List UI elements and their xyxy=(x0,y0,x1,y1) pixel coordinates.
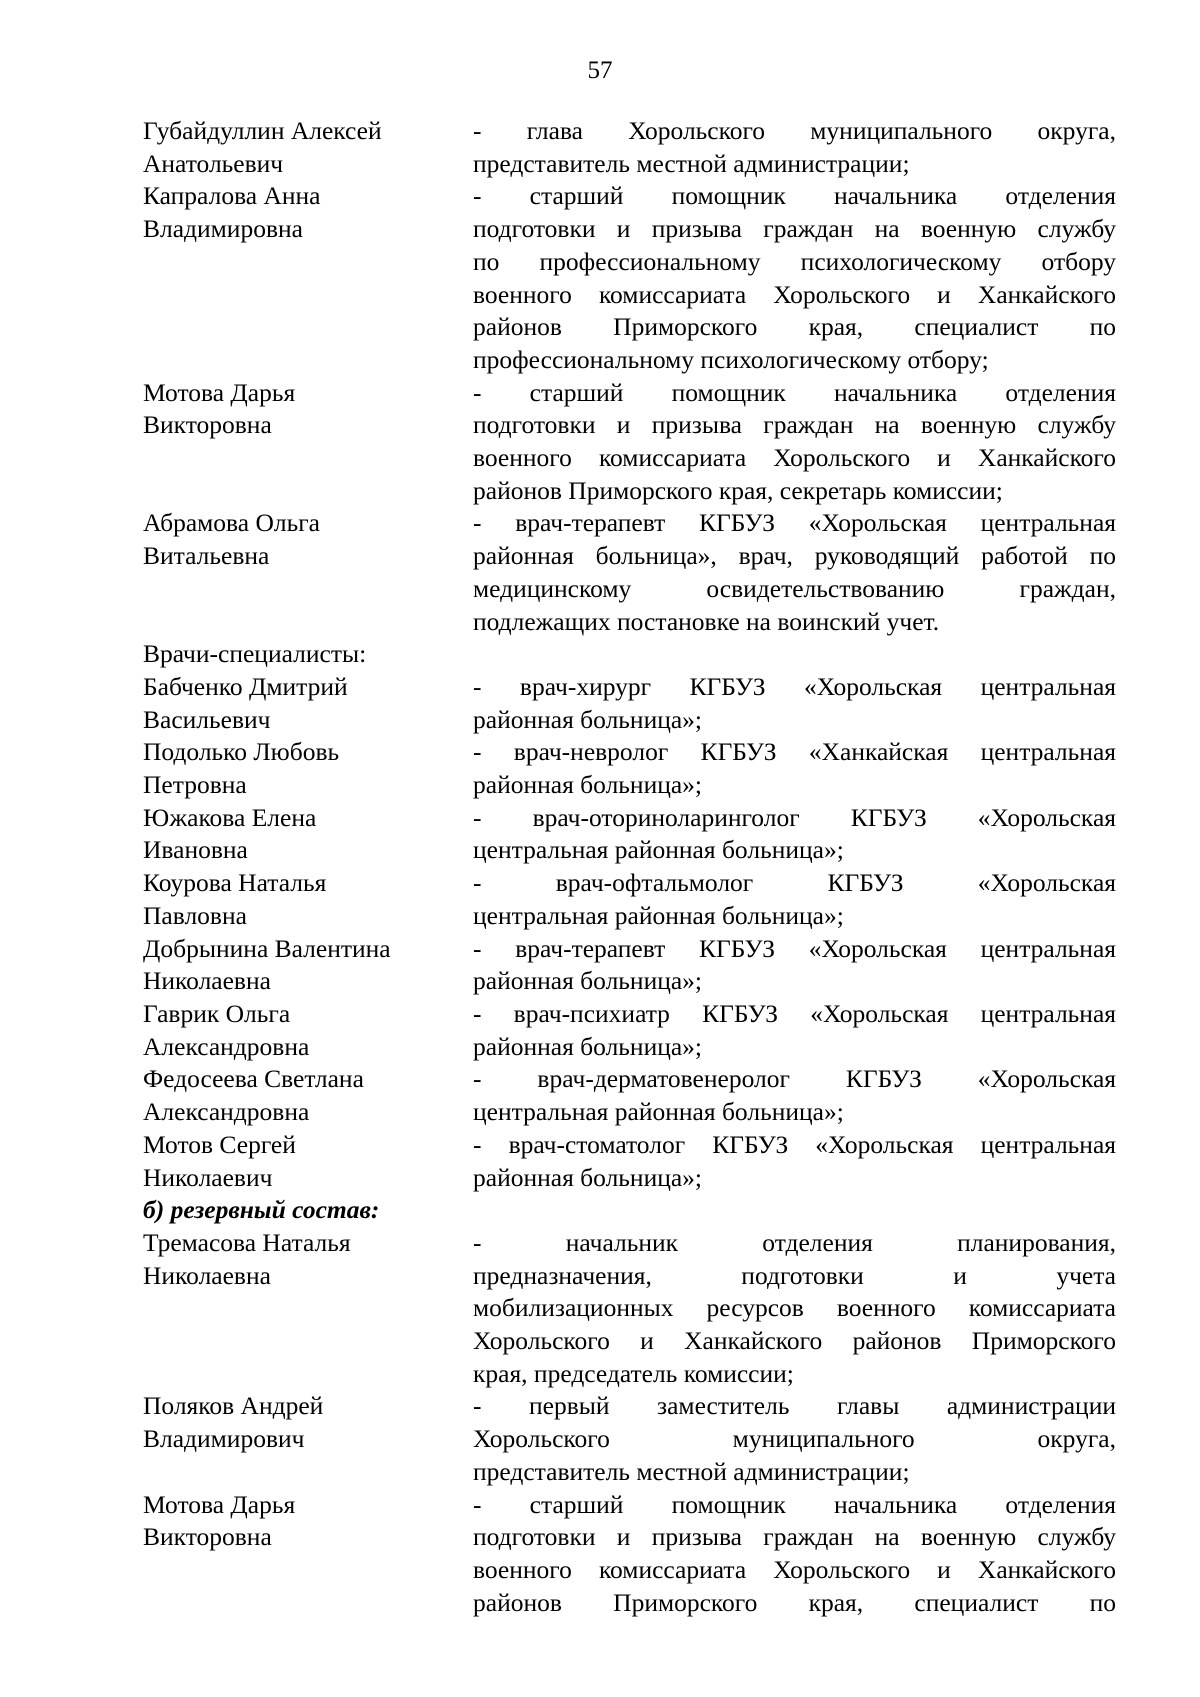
member-position xyxy=(473,1489,1116,1620)
member-position xyxy=(473,180,1116,376)
member-position-line: - врач-терапевт КГБУЗ «Хорольская центральная xyxy=(473,508,1116,538)
member-name-line: Витальевна xyxy=(143,541,270,571)
member-name xyxy=(143,671,473,736)
member-position-line: районная больница»; xyxy=(473,966,703,996)
page-number: 57 xyxy=(587,57,613,84)
member-entry xyxy=(143,1390,1116,1488)
member-name-line: Александровна xyxy=(143,1097,310,1127)
member-position-line: подготовки и призыва граждан на военную службу xyxy=(473,1522,1116,1552)
member-name xyxy=(143,115,473,180)
member-name-line: Николаевич xyxy=(143,1162,273,1192)
member-position-line: подготовки и призыва граждан на военную службу xyxy=(473,410,1116,440)
member-name-line: Мотов Сергей xyxy=(143,1129,296,1159)
member-name xyxy=(143,1063,473,1128)
member-position-line: - врач-невролог КГБУЗ «Ханкайская центральная xyxy=(473,737,1116,767)
member-position-line: - врач-психиатр КГБУЗ «Хорольская центральная xyxy=(473,998,1116,1028)
member-entry xyxy=(143,1129,1116,1194)
member-position-line: районная больница»; xyxy=(473,770,703,800)
member-position xyxy=(473,671,1116,736)
member-entry xyxy=(143,867,1116,932)
member-name xyxy=(143,1227,473,1391)
doctors-specialists-group xyxy=(143,671,1116,1194)
member-entry xyxy=(143,115,1116,180)
member-name-line: Тремасова Наталья xyxy=(143,1227,351,1257)
member-name-line: Васильевич xyxy=(143,704,271,734)
member-name-line: Александровна xyxy=(143,1031,310,1061)
member-name xyxy=(143,507,473,638)
member-position xyxy=(473,867,1116,932)
member-position xyxy=(473,1063,1116,1128)
member-position-line: - врач-стоматолог КГБУЗ «Хорольская центральная xyxy=(473,1129,1116,1159)
member-position-line: представитель местной администрации; xyxy=(473,148,910,178)
member-position-line: подготовки и призыва граждан на военную службу xyxy=(473,214,1116,244)
member-name xyxy=(143,1390,473,1488)
member-position-line: - глава Хорольского муниципального округа, xyxy=(473,116,1116,145)
member-position-line: - врач-дерматовенеролог КГБУЗ «Хорольская xyxy=(473,1064,1116,1094)
member-name-line: Ивановна xyxy=(143,835,248,865)
member-position-line: районная больница»; xyxy=(473,1162,703,1192)
member-name-line: Владимировна xyxy=(143,214,303,244)
member-name-line: Абрамова Ольга xyxy=(143,508,320,538)
member-position xyxy=(473,1227,1116,1391)
member-position-line: - врач-оториноларинголог КГБУЗ «Хорольская xyxy=(473,802,1116,832)
member-position-line: районов Приморского края, секретарь комиссии; xyxy=(473,475,1003,505)
member-position xyxy=(473,507,1116,638)
member-position-line: районная больница»; xyxy=(473,1031,703,1061)
member-position xyxy=(473,115,1116,180)
member-position-line: - старший помощник начальника отделения xyxy=(473,181,1116,211)
member-position-line: военного комиссариата Хорольского и Ханкайского xyxy=(473,443,1116,473)
member-position-line: районная больница»; xyxy=(473,704,703,734)
member-name-line: Губайдуллин Алексей xyxy=(143,116,382,145)
main-composition-group xyxy=(143,115,1116,638)
member-entry xyxy=(143,802,1116,867)
member-position xyxy=(473,933,1116,998)
member-position-line: военного комиссариата Хорольского и Ханкайского xyxy=(473,279,1116,309)
member-position-line: подлежащих постановке на воинский учет. xyxy=(473,606,940,636)
member-name xyxy=(143,736,473,801)
member-name-line: Добрынина Валентина xyxy=(143,933,391,963)
member-position-line: районов Приморского края, специалист по xyxy=(473,312,1116,342)
member-name-line: Гаврик Ольга xyxy=(143,998,291,1028)
reserve-composition-group xyxy=(143,1227,1116,1619)
member-name-line: Викторовна xyxy=(143,410,272,440)
member-name-line: Викторовна xyxy=(143,1522,272,1552)
member-name-line: Николаевна xyxy=(143,966,271,996)
member-position-line: центральная районная больница»; xyxy=(473,835,844,865)
member-position-line: - начальник отделения планирования, xyxy=(473,1227,1116,1257)
member-name-line: Анатольевич xyxy=(143,148,284,178)
member-position-line: - врач-хирург КГБУЗ «Хорольская центральная xyxy=(473,671,1116,701)
member-name xyxy=(143,998,473,1063)
member-entry xyxy=(143,377,1116,508)
member-position-line: военного комиссариата Хорольского и Ханкайского xyxy=(473,1554,1116,1584)
member-position-line: представитель местной администрации; xyxy=(473,1456,910,1486)
member-name-line: Петровна xyxy=(143,770,247,800)
member-position xyxy=(473,736,1116,801)
member-entry xyxy=(143,1227,1116,1391)
member-name xyxy=(143,867,473,932)
member-name-line: Бабченко Дмитрий xyxy=(143,671,348,701)
commission-member-list xyxy=(143,115,1116,1619)
member-position-line: Хорольского и Ханкайского районов Приморского xyxy=(473,1326,1116,1356)
member-name xyxy=(143,802,473,867)
member-position-line: - врач-офтальмолог КГБУЗ «Хорольская xyxy=(473,868,1116,898)
doctors-specialists-label: Врачи-специалисты: xyxy=(143,639,367,669)
member-entry xyxy=(143,933,1116,998)
member-position-line: - врач-терапевт КГБУЗ «Хорольская центральная xyxy=(473,933,1116,963)
member-position-line: мобилизационных ресурсов военного комиссариата xyxy=(473,1293,1116,1323)
member-name-line: Южакова Елена xyxy=(143,802,317,832)
member-entry xyxy=(143,1063,1116,1128)
member-position xyxy=(473,377,1116,508)
member-position-line: предназначения, подготовки и учета xyxy=(473,1260,1116,1290)
member-entry xyxy=(143,736,1116,801)
member-name-line: Поляков Андрей xyxy=(143,1391,324,1421)
reserve-composition-label: б) резервный состав: xyxy=(143,1195,380,1225)
member-name-line: Мотова Дарья xyxy=(143,377,296,407)
member-position-line: медицинскому освидетельствованию граждан, xyxy=(473,573,1116,603)
member-position-line: - старший помощник начальника отделения xyxy=(473,1489,1116,1519)
member-name xyxy=(143,377,473,508)
member-position-line: - старший помощник начальника отделения xyxy=(473,377,1116,407)
member-position xyxy=(473,1129,1116,1194)
member-position-line: Хорольского муниципального округа, xyxy=(473,1424,1116,1454)
member-position xyxy=(473,1390,1116,1488)
member-name-line: Мотова Дарья xyxy=(143,1489,296,1519)
member-position-line: центральная районная больница»; xyxy=(473,1097,844,1127)
member-entry xyxy=(143,1489,1116,1620)
member-entry xyxy=(143,507,1116,638)
member-position-line: профессиональному психологическому отбору; xyxy=(473,344,989,374)
member-name-line: Подолько Любовь xyxy=(143,737,340,767)
member-name-line: Владимирович xyxy=(143,1424,305,1454)
member-entry xyxy=(143,998,1116,1063)
member-entry xyxy=(143,671,1116,736)
member-name-line: Федосеева Светлана xyxy=(143,1064,364,1094)
member-name-line: Капралова Анна xyxy=(143,181,321,211)
member-position-line: - первый заместитель главы администрации xyxy=(473,1391,1116,1421)
member-position xyxy=(473,802,1116,867)
member-name-line: Павловна xyxy=(143,900,247,930)
member-name xyxy=(143,1129,473,1194)
member-entry xyxy=(143,180,1116,376)
member-position-line: центральная районная больница»; xyxy=(473,900,844,930)
member-position-line: районная больница», врач, руководящий работой по xyxy=(473,541,1116,571)
member-position-line: края, председатель комиссии; xyxy=(473,1358,794,1388)
member-name xyxy=(143,1489,473,1620)
member-position-line: по профессиональному психологическому отбору xyxy=(473,246,1116,276)
member-name-line: Николаевна xyxy=(143,1260,271,1290)
member-position-line: районов Приморского края, специалист по xyxy=(473,1587,1116,1617)
member-name-line: Коурова Наталья xyxy=(143,868,327,898)
member-position xyxy=(473,998,1116,1063)
member-name xyxy=(143,180,473,376)
member-name xyxy=(143,933,473,998)
